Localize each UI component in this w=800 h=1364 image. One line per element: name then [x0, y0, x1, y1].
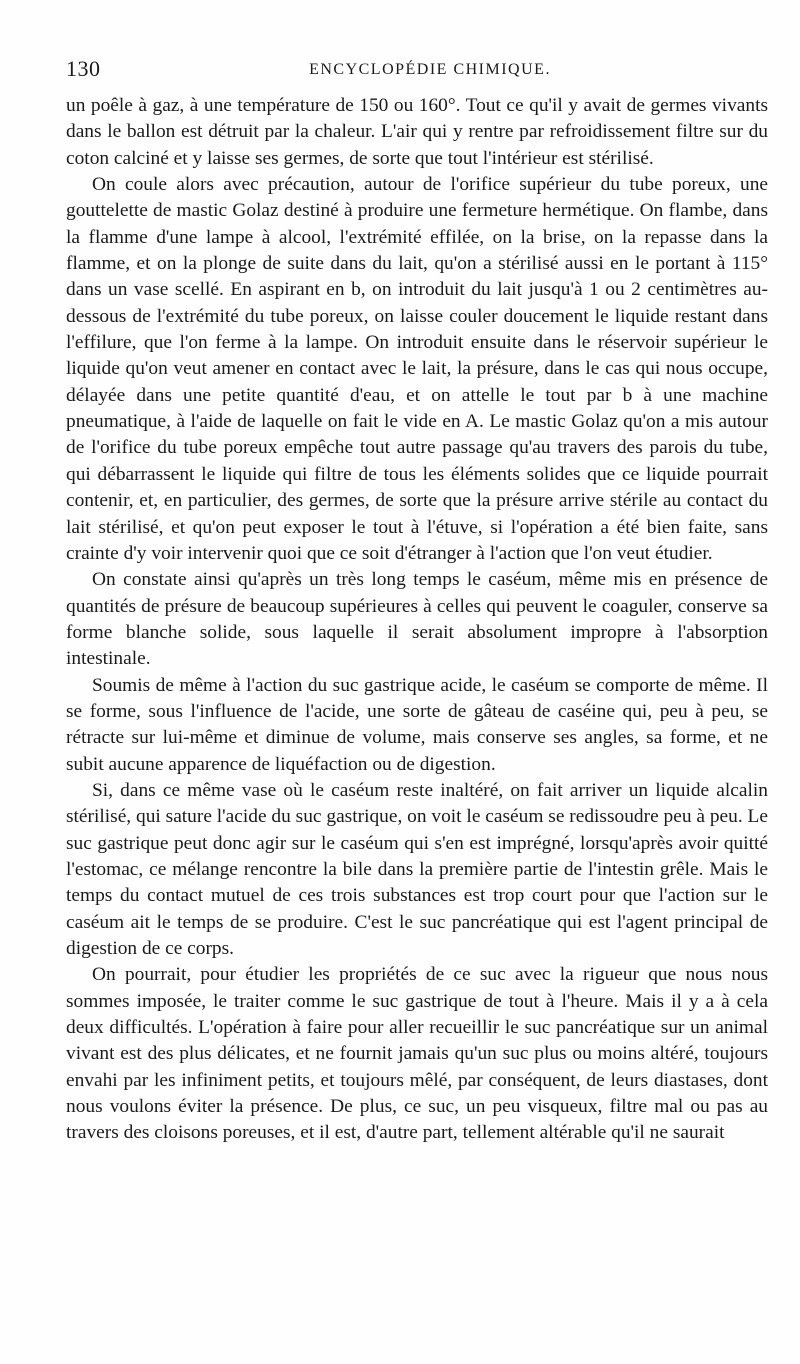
paragraph: On pourrait, pour étudier les propriétés de ce suc avec la rigueur que nous nous sommes imposée, le traiter comme le suc gastrique de tout à l'heure. Mais il y a à cela deux difficultés. L'opération à faire pour aller recueillir le suc pancréatique sur un animal vivant est des plus délicates, et ne fournit jamais qu'un suc plus ou moins altéré, toujours envahi par les infiniment petits, et toujours mêlé, par conséquent, de leurs diastases, dont nous voulons éviter la présence. De plus, ce suc, un peu visqueux, filtre mal ou pas au travers des cloisons poreuses, et il est, d'autre part, tellement altérable qu'il ne saurait [66, 964, 768, 1144]
page-header [66, 56, 764, 84]
running-title: ENCYCLOPÉDIE CHIMIQUE. [309, 61, 551, 78]
body-text [66, 93, 768, 1147]
paragraph: On constate ainsi qu'après un très long temps le caséum, même mis en présence de quantités de présure de beaucoup supérieures à celles qui peuvent le coaguler, conserve sa forme blanche solide, sous laquelle il serait absolument impropre à l'absorption intestinale. [66, 569, 768, 670]
paragraph: On coule alors avec précaution, autour de l'orifice supérieur du tube poreux, une gouttelette de mastic Golaz destiné à produire une fermeture hermétique. On flambe, dans la flamme d'une lampe à alcool, l'extrémité effilée, on la brise, on la repasse dans la flamme, et on la plonge de suite dans du lait, qu'on a stérilisé aussi en le portant à 115° dans un vase scellé. En aspirant en b, on introduit du lait jusqu'à 1 ou 2 centimètres au-dessous de l'extrémité du tube poreux, on laisse couler doucement le liquide restant dans l'effilure, que l'on ferme à la lampe. On introduit ensuite dans le réservoir supérieur le liquide qu'on veut amener en contact avec le lait, la présure, dans le cas qui nous occupe, délayée dans une petite quantité d'eau, et on attelle le tout par b à une machine pneumatique, à l'aide de laquelle on fait le vide en A. Le mastic Golaz qu'on a mis autour de l'orifice du tube poreux empêche tout autre passage qu'au travers des parois du tube, qui débarrassent le liquide qui filtre de tous les éléments solides que ce liquide pourrait contenir, et, en particulier, des germes, de sorte que la présure arrive stérile au contact du lait stérilisé, et qu'on peut exposer le tout à l'étuve, si l'opération a été bien faite, sans crainte d'y voir intervenir quoi que ce soit d'étranger à l'action que l'on veut étudier. [66, 174, 768, 564]
paragraph: Si, dans ce même vase où le caséum reste inaltéré, on fait arriver un liquide alcalin stérilisé, qui sature l'acide du suc gastrique, on voit le caséum se redissoudre peu à peu. Le suc gastrique peut donc agir sur le caséum qui s'en est imprégné, lorsqu'après avoir quitté l'estomac, ce mélange rencontre la bile dans la première partie de l'intestin grêle. Mais le temps du contact mutuel de ces trois substances est trop court pour que l'action sur le caséum ait le temps de se produire. C'est le suc pancréatique qui est l'agent principal de digestion de ce corps. [66, 779, 768, 959]
page-number: 130 [66, 56, 101, 81]
paragraph-continuation: un poêle à gaz, à une température de 150 ou 160°. Tout ce qu'il y avait de germes vivants dans le ballon est détruit par la chaleur. L'air qui y rentre par refroidissement filtre sur du coton calciné et y laisse ses germes, de sorte que tout l'intérieur est stérilisé. [66, 95, 768, 169]
paragraph: Soumis de même à l'action du suc gastrique acide, le caséum se comporte de même. Il se forme, sous l'influence de l'acide, une sorte de gâteau de caséine qui, peu à peu, se rétracte sur lui-même et diminue de volume, mais conserve ses angles, sa forme, et ne subit aucune apparence de liquéfaction ou de digestion. [66, 674, 768, 775]
